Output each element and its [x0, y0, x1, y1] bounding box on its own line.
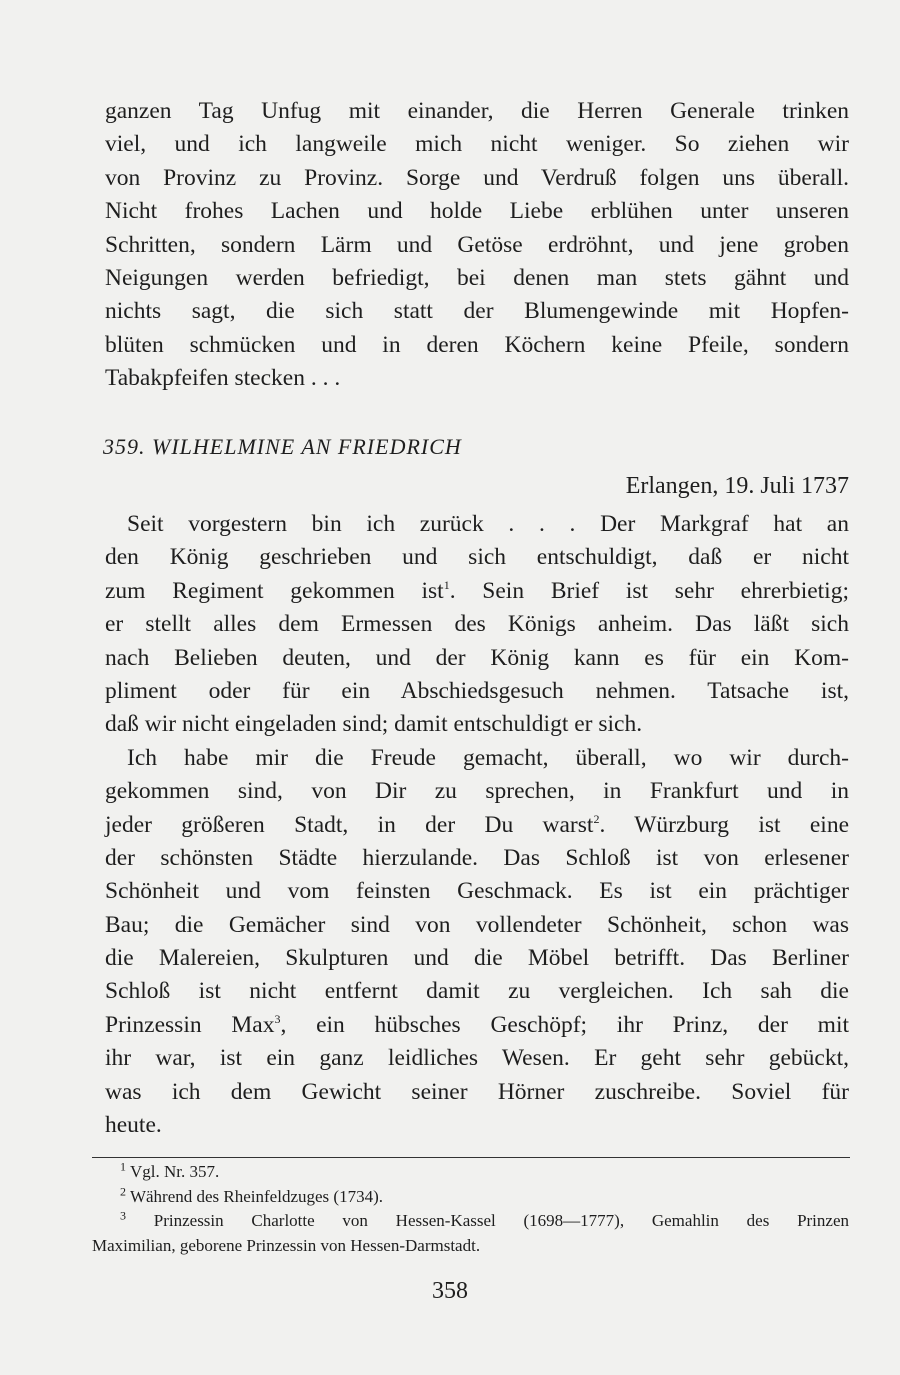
line-text: Ich habe mir die Freude gemacht, überall, wo wir durch-	[127, 744, 849, 771]
text-line	[105, 1009, 849, 1042]
footnote-text: Während des Rheinfeldzuges (1734).	[129, 1186, 383, 1206]
text-line	[105, 1076, 849, 1109]
text-line	[105, 975, 849, 1008]
footnote-reference: 2	[593, 811, 600, 826]
footnote	[92, 1185, 849, 1210]
footnote-reference: 1	[443, 577, 450, 592]
line-text: heute.	[105, 1112, 162, 1139]
footnotes	[92, 1160, 849, 1258]
text-line: Schritten, sondern Lärm und Getöse erdröhnt, und jene groben	[105, 231, 849, 258]
page-number: 358	[432, 1278, 468, 1304]
letter-body	[105, 508, 849, 1142]
text-line: ganzen Tag Unfug mit einander, die Herren Generale trinken	[105, 98, 849, 124]
footnote-text: Prinzessin Charlotte von Hessen-Kassel (1698—1777), Gemahlin des Prinzen	[153, 1211, 849, 1230]
text-line	[105, 909, 849, 942]
footnote	[92, 1234, 849, 1259]
footnote-mark: 3	[120, 1208, 126, 1223]
line-text: er stellt alles dem Ermessen des Königs anheim. Das läßt sich	[105, 611, 849, 638]
text-line	[105, 809, 849, 842]
line-text: was ich dem Gewicht seiner Hörner zuschreibe. Soviel für	[105, 1078, 849, 1105]
text-line	[105, 742, 849, 775]
text-line	[105, 508, 849, 541]
line-text: der schönsten Städte hierzulande. Das Schloß ist von erlesener	[105, 844, 849, 871]
footnote-reference: 3	[274, 1012, 281, 1027]
footnote-divider	[92, 1157, 850, 1158]
footnote-mark: 2	[120, 1183, 126, 1198]
letter-dateline: Erlangen, 19. Juli 1737	[625, 473, 849, 499]
line-text: den König geschrieben und sich entschuldigt, daß er nicht	[105, 544, 849, 571]
line-text: daß wir nicht eingeladen sind; damit entschuldigt er sich.	[105, 711, 643, 738]
continued-paragraph	[105, 95, 849, 396]
footnote	[92, 1160, 849, 1185]
line-text: , ein hübsches Geschöpf; ihr Prinz, der mit	[280, 1011, 850, 1038]
line-text: Schloß ist nicht entfernt damit zu vergleichen. Ich sah die	[105, 978, 849, 1005]
line-text: ihr war, ist ein ganz leidliches Wesen. Er geht sehr gebückt,	[105, 1045, 849, 1072]
text-line	[105, 708, 849, 741]
footnote-text: Vgl. Nr. 357.	[129, 1162, 220, 1181]
text-line: Neigungen werden befriedigt, bei denen man stets gähnt und	[105, 264, 849, 291]
text-line: von Provinz zu Provinz. Sorge und Verdruß folgen uns überall.	[105, 164, 849, 191]
text-line	[105, 775, 849, 808]
text-line	[105, 1109, 849, 1142]
footnote-text: Maximilian, geborene Prinzessin von Hessen-Darmstadt.	[92, 1235, 481, 1255]
letter-heading: 359. WILHELMINE AN FRIEDRICH	[103, 434, 462, 459]
line-text: . Sein Brief ist sehr ehrerbietig;	[449, 577, 849, 604]
text-line	[105, 608, 849, 641]
text-line: viel, und ich langweile mich nicht weniger. So ziehen wir	[105, 131, 849, 158]
text-line	[105, 541, 849, 574]
line-text: zum Regiment gekommen ist	[105, 577, 444, 604]
text-line: Nicht frohes Lachen und holde Liebe erblühen unter unseren	[105, 198, 849, 225]
line-text: Bau; die Gemächer sind von vollendeter Schönheit, schon was	[105, 911, 849, 938]
line-text: . Würzburg ist eine	[599, 811, 849, 838]
text-line	[105, 875, 849, 908]
text-line	[105, 575, 849, 608]
footnote	[92, 1209, 849, 1234]
text-line	[105, 942, 849, 975]
text-line	[105, 842, 849, 875]
text-line: Tabakpfeifen stecken . . .	[105, 365, 341, 392]
text-line: blüten schmücken und in deren Köchern keine Pfeile, sondern	[105, 331, 849, 358]
text-line	[105, 1042, 849, 1075]
line-text: gekommen sind, von Dir zu sprechen, in Frankfurt und in	[105, 778, 849, 805]
text-line: nichts sagt, die sich statt der Blumengewinde mit Hopfen-	[105, 298, 849, 325]
line-text: jeder größeren Stadt, in der Du warst	[105, 811, 594, 838]
line-text: nach Belieben deuten, und der König kann es für ein Kom-	[105, 644, 849, 671]
footnote-mark: 1	[120, 1159, 126, 1174]
line-text: die Malereien, Skulpturen und die Möbel betrifft. Das Berliner	[105, 945, 849, 972]
line-text: Prinzessin Max	[105, 1011, 275, 1038]
line-text: Seit vorgestern bin ich zurück . . . Der Markgraf hat an	[127, 511, 849, 537]
line-text: pliment oder für ein Abschiedsgesuch nehmen. Tatsache ist,	[105, 677, 849, 704]
text-line	[105, 642, 849, 675]
line-text: Schönheit und vom feinsten Geschmack. Es ist ein prächtiger	[105, 878, 849, 905]
text-line	[105, 675, 849, 708]
